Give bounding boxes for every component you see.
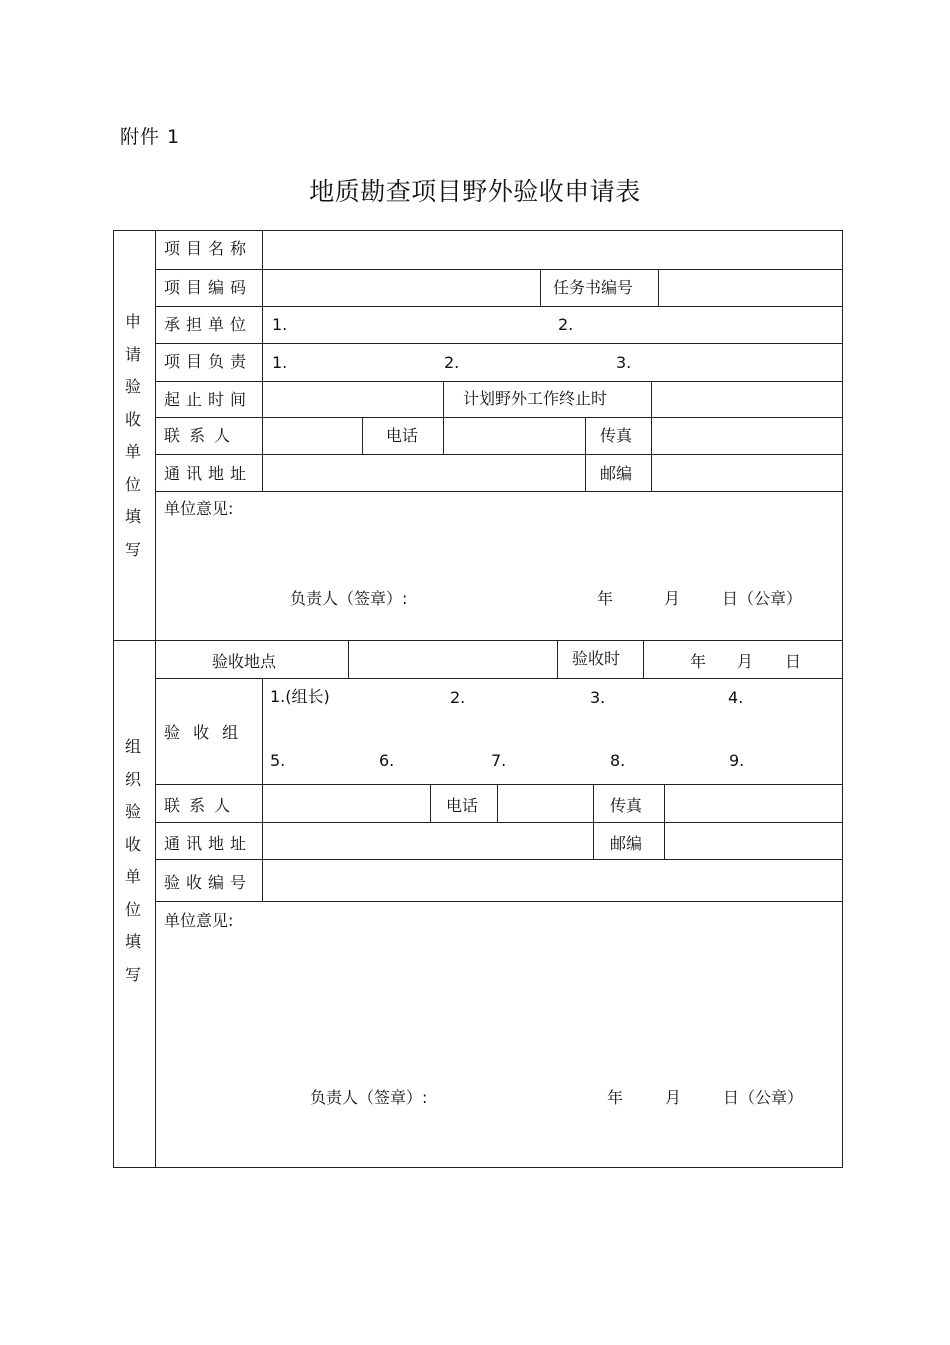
applicant-side-label: 申 请 验 收 单 位 填 写 xyxy=(124,312,141,559)
org-fax-label: 传真 xyxy=(610,796,643,815)
date-day: 日 xyxy=(785,652,802,671)
attachment-label: 附件 1 xyxy=(120,126,181,148)
sign-year: 年 xyxy=(597,589,614,608)
project-code-label: 项目编码 xyxy=(164,278,253,297)
postcode-label: 邮编 xyxy=(600,464,633,483)
project-lead-label: 项目负责 xyxy=(164,352,253,371)
team-member: 4. xyxy=(728,688,744,707)
org-sign-year: 年 xyxy=(607,1088,624,1107)
address-label: 通讯地址 xyxy=(164,464,253,483)
organizer-side-label: 组 织 验 收 单 位 填 写 xyxy=(124,737,141,984)
date-month: 月 xyxy=(737,652,754,671)
lead-3: 3. xyxy=(616,353,632,372)
org-contact-label: 联 系 人 xyxy=(164,796,233,815)
team-member: 9. xyxy=(729,751,745,770)
undertaking-2: 2. xyxy=(558,315,574,334)
contact-label: 联 系 人 xyxy=(164,426,233,445)
task-book-no-label: 任务书编号 xyxy=(553,278,634,297)
team-member: 7. xyxy=(491,751,507,770)
org-postcode-label: 邮编 xyxy=(610,834,643,853)
team-member: 2. xyxy=(450,688,466,707)
team-member: 6. xyxy=(379,751,395,770)
undertaking-unit-label: 承担单位 xyxy=(164,315,253,334)
org-sign-month: 月 xyxy=(665,1088,682,1107)
undertaking-1: 1. xyxy=(272,315,288,334)
page-title: 地质勘查项目野外验收申请表 xyxy=(309,177,641,206)
lead-2: 2. xyxy=(444,353,460,372)
fax-label: 传真 xyxy=(600,426,633,445)
planned-end-label: 计划野外工作终止时 xyxy=(463,389,608,408)
signer-label: 负责人（签章）: xyxy=(290,589,408,608)
sign-day-seal: 日（公章） xyxy=(722,589,803,608)
phone-label: 电话 xyxy=(386,426,419,445)
period-label: 起止时间 xyxy=(164,390,253,409)
accept-time-label: 验收时 xyxy=(572,649,621,668)
sign-month: 月 xyxy=(664,589,681,608)
org-sign-day-seal: 日（公章） xyxy=(723,1088,804,1107)
lead-1: 1. xyxy=(272,353,288,372)
org-address-label: 通讯地址 xyxy=(164,834,253,853)
org-signer-label: 负责人（签章）: xyxy=(310,1088,428,1107)
accept-no-label: 验收编号 xyxy=(164,873,253,892)
team-member: 1.(组长) xyxy=(270,687,330,706)
location-label: 验收地点 xyxy=(212,652,277,671)
date-year: 年 xyxy=(690,652,707,671)
org-phone-label: 电话 xyxy=(446,796,479,815)
team-member: 3. xyxy=(590,688,606,707)
team-member: 8. xyxy=(610,751,626,770)
opinion-label: 单位意见: xyxy=(164,499,234,518)
team-label: 验 收 组 xyxy=(164,723,243,742)
project-name-label: 项目名称 xyxy=(164,239,253,258)
org-opinion-label: 单位意见: xyxy=(164,911,234,930)
team-member: 5. xyxy=(270,751,286,770)
